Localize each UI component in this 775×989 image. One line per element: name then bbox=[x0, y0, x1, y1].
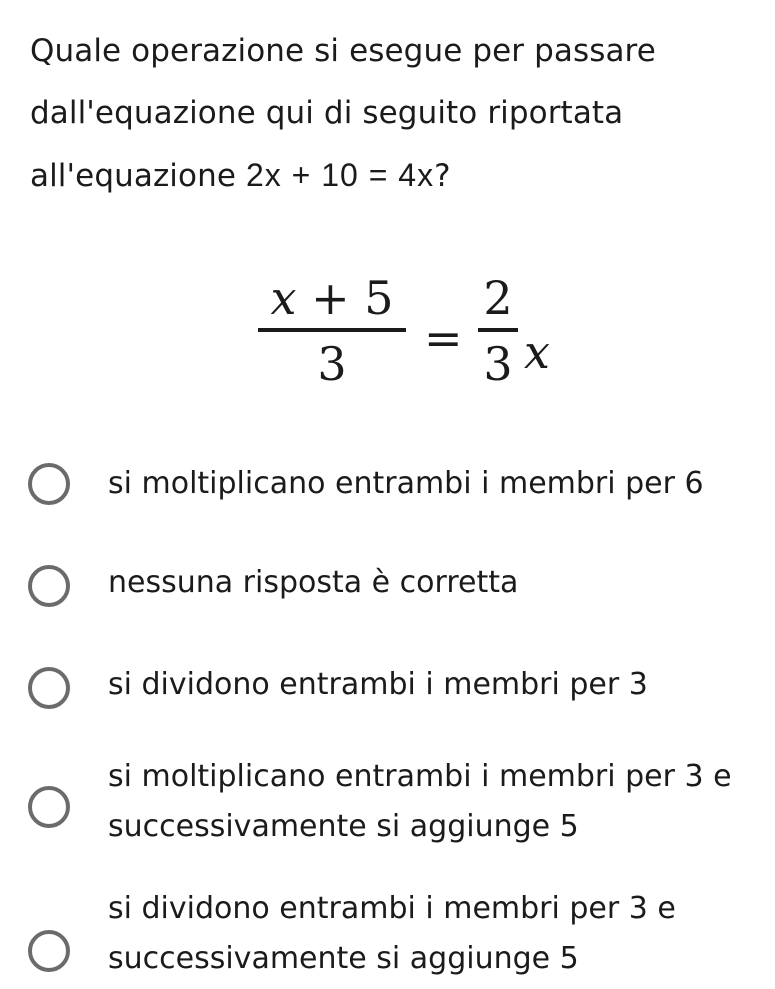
radio-button-option-5[interactable] bbox=[28, 930, 70, 972]
option-4[interactable] bbox=[28, 752, 768, 862]
left-denominator: 3 bbox=[317, 337, 347, 391]
equals-sign: = bbox=[424, 311, 463, 365]
radio-button-option-4[interactable] bbox=[28, 786, 70, 828]
option-4-label: si moltiplicano entrambi i membri per 3 e successivamente si aggiunge 5 bbox=[108, 759, 732, 844]
radio-button-option-3[interactable] bbox=[28, 667, 70, 709]
option-3[interactable] bbox=[28, 660, 768, 716]
option-2-label: nessuna risposta è corretta bbox=[108, 565, 519, 600]
option-1[interactable] bbox=[28, 456, 768, 512]
target-equation: 2x + 10 = 4x bbox=[245, 157, 435, 193]
option-1-label: si moltiplicano entrambi i membri per 6 bbox=[108, 466, 704, 501]
question-mark: ? bbox=[434, 158, 451, 194]
right-denominator: 3 bbox=[483, 337, 513, 391]
right-fraction bbox=[478, 270, 518, 392]
question-line-1: Quale operazione si esegue per passare bbox=[30, 33, 656, 69]
question-line-2: dall'equazione qui di seguito riportata bbox=[30, 95, 624, 131]
source-equation bbox=[258, 270, 578, 420]
right-numerator: 2 bbox=[483, 271, 513, 325]
left-fraction bbox=[258, 270, 406, 392]
question-text bbox=[30, 20, 760, 207]
variable-x: x bbox=[524, 325, 550, 379]
question-line-3 bbox=[30, 144, 760, 207]
left-fraction-bar bbox=[258, 328, 406, 332]
radio-button-option-1[interactable] bbox=[28, 463, 70, 505]
question-line-3-text: all'equazione bbox=[30, 158, 246, 194]
option-2[interactable] bbox=[28, 558, 768, 614]
right-fraction-bar bbox=[478, 328, 518, 332]
left-numerator: x + 5 bbox=[270, 271, 394, 325]
option-5-label: si dividono entrambi i membri per 3 e successivamente si aggiunge 5 bbox=[108, 891, 676, 976]
option-3-label: si dividono entrambi i membri per 3 bbox=[108, 667, 648, 702]
option-5[interactable] bbox=[28, 876, 768, 986]
radio-button-option-2[interactable] bbox=[28, 565, 70, 607]
